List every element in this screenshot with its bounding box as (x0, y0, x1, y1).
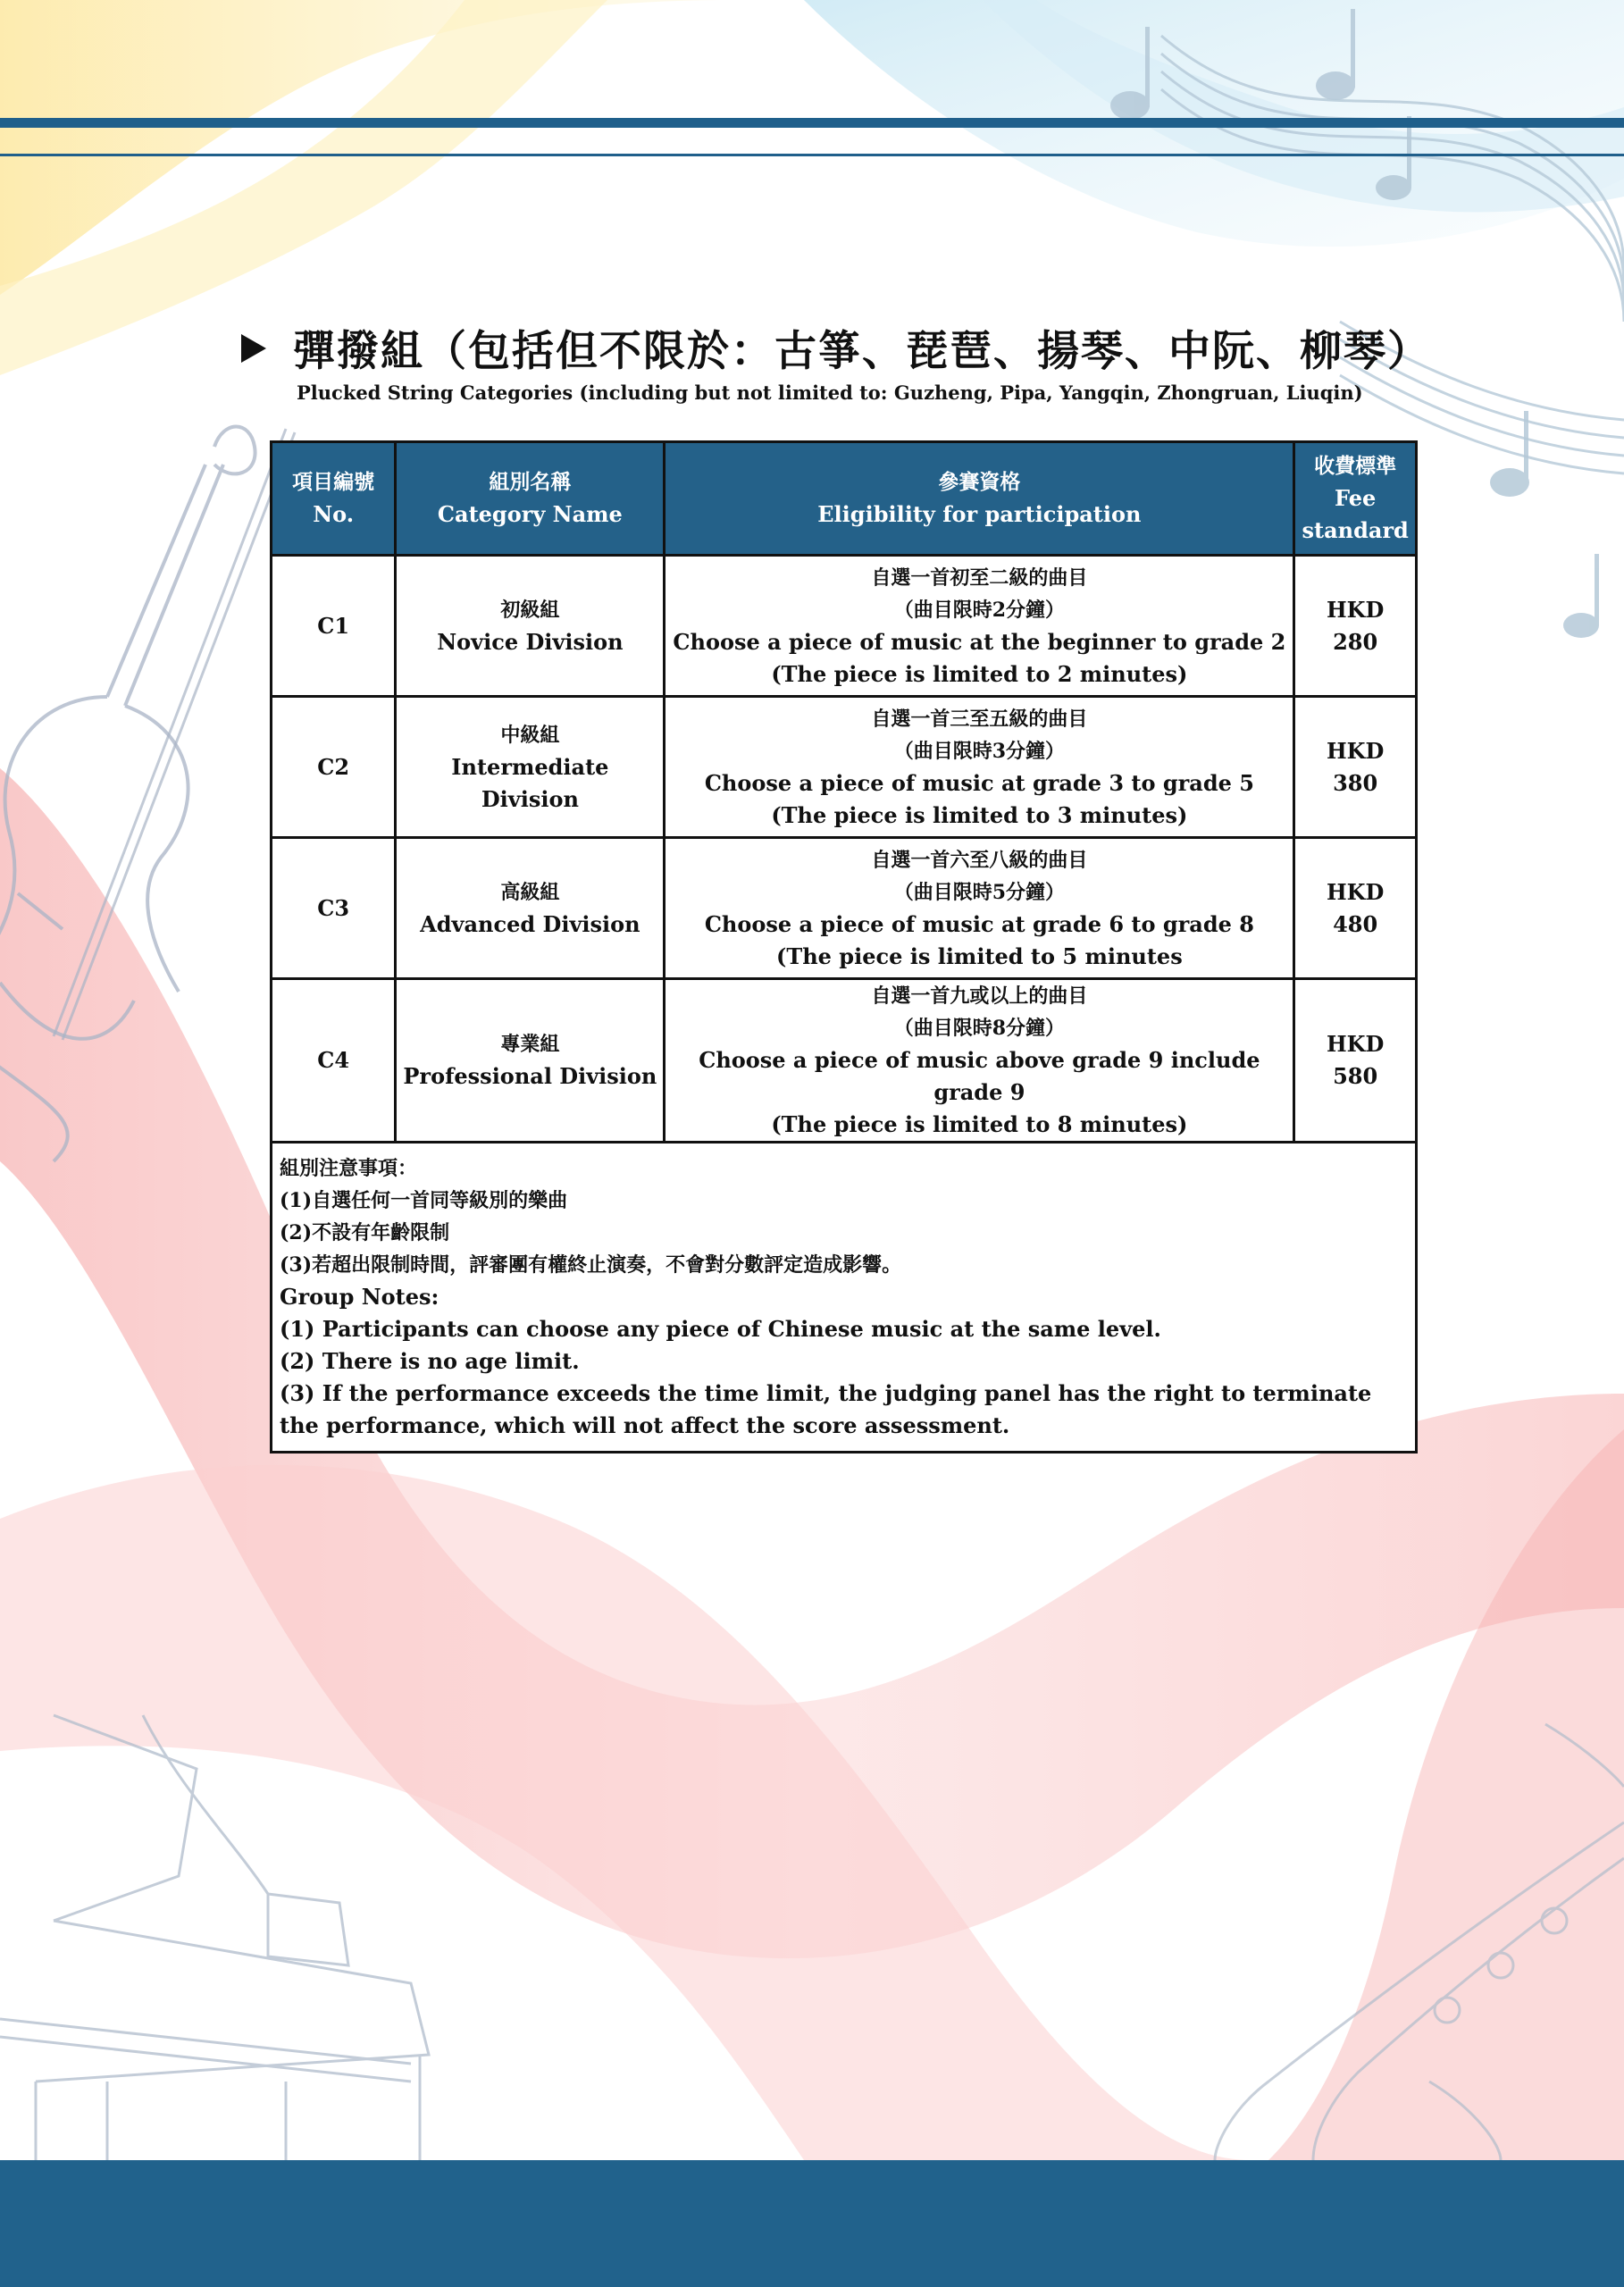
header-fee-en-1: Fee (1335, 485, 1377, 511)
header-eligibility (665, 442, 1294, 556)
heading-title-zh: 彈撥組（包括但不限於：古箏、琵琶、揚琴、中阮、柳琴） (293, 327, 1431, 376)
cell-elig-zh-1: 自選一首初至二級的曲目 (871, 565, 1088, 590)
cell-elig-zh-2: （曲目限時8分鐘） (893, 1017, 1066, 1040)
cell-category-name (396, 556, 665, 697)
heading-row (241, 318, 1431, 378)
notes-zh-2: (2)不設有年齡限制 (280, 1221, 450, 1244)
cell-name-zh: 初級組 (500, 598, 560, 622)
cell-elig-zh-2: （曲目限時2分鐘） (893, 598, 1066, 622)
cell-elig-en-1: Choose a piece of music at grade 6 to grade 8 (704, 910, 1254, 937)
group-notes (272, 1143, 1417, 1453)
notes-en-3: (3) If the performance exceeds the time limit, the judging panel has the right to terminate the performance, which will not affect the score assessment. (280, 1380, 1372, 1438)
cell-name-en: Professional Division (403, 1063, 657, 1089)
header-name-en: Category Name (437, 501, 623, 527)
cell-elig-en-2: (The piece is limited to 3 minutes) (771, 801, 1188, 828)
cell-elig-en-1: Choose a piece of music above grade 9 include grade 9 (699, 1047, 1260, 1105)
header-no (272, 442, 396, 556)
cell-category-name (396, 697, 665, 838)
cell-no: C1 (272, 556, 396, 697)
header-category-name (396, 442, 665, 556)
notes-row (272, 1143, 1417, 1453)
table-row (272, 697, 1417, 838)
footer-band (0, 2160, 1624, 2287)
header-fee-en-2: standard (1302, 517, 1409, 543)
cell-fee: HKD 380 (1294, 697, 1417, 838)
cell-elig-zh-1: 自選一首三至五級的曲目 (871, 707, 1088, 731)
header-elig-zh: 參賽資格 (938, 470, 1021, 494)
cell-no: C2 (272, 697, 396, 838)
cell-elig-en-1: Choose a piece of music at grade 3 to grade 5 (704, 769, 1254, 796)
cell-fee: HKD 280 (1294, 556, 1417, 697)
cell-elig-zh-2: （曲目限時3分鐘） (893, 739, 1066, 763)
cell-name-en: Novice Division (437, 628, 624, 655)
cell-name-zh: 高級組 (500, 880, 560, 904)
cell-name-en: Advanced Division (420, 910, 640, 937)
cell-eligibility (665, 838, 1294, 979)
play-triangle-icon (241, 334, 266, 363)
heading-title-en: Plucked String Categories (including but not limited to: Guzheng, Pipa, Yangqin, Zhongruan, Liuqin) (297, 381, 1363, 404)
section-heading (241, 318, 1431, 404)
cell-category-name (396, 979, 665, 1143)
header-no-zh: 項目編號 (292, 470, 375, 494)
header-name-zh: 組別名稱 (489, 470, 572, 494)
piano-sketch (0, 1715, 429, 2160)
fee-table-container (270, 440, 1418, 1453)
cell-elig-en-1: Choose a piece of music at the beginner to grade 2 (673, 628, 1286, 655)
cell-no: C3 (272, 838, 396, 979)
table-header-row (272, 442, 1417, 556)
notes-zh-3: (3)若超出限制時間，評審團有權終止演奏，不會對分數評定造成影響。 (280, 1253, 902, 1277)
notes-zh-title: 組別注意事項： (280, 1157, 418, 1180)
header-no-en: No. (313, 501, 355, 527)
notes-en-1: (1) Participants can choose any piece of Chinese music at the same level. (280, 1316, 1161, 1342)
header-fee-zh: 收費標準 (1314, 454, 1397, 478)
table-row (272, 979, 1417, 1143)
notes-en-2: (2) There is no age limit. (280, 1348, 580, 1374)
cell-eligibility (665, 697, 1294, 838)
table-row (272, 838, 1417, 979)
cell-eligibility (665, 979, 1294, 1143)
cell-elig-zh-2: （曲目限時5分鐘） (893, 880, 1066, 904)
cell-elig-en-2: (The piece is limited to 2 minutes) (771, 660, 1188, 687)
cell-eligibility (665, 556, 1294, 697)
notes-en-title: Group Notes: (280, 1284, 439, 1310)
cell-name-zh: 專業組 (500, 1033, 560, 1056)
notes-zh-1: (1)自選任何一首同等級別的樂曲 (280, 1189, 568, 1212)
cell-elig-zh-1: 自選一首九或以上的曲目 (871, 984, 1088, 1008)
header-elig-en: Eligibility for participation (817, 501, 1142, 527)
header-band-thick (0, 118, 1624, 128)
cell-elig-en-2: (The piece is limited to 5 minutes (776, 942, 1183, 969)
cell-name-zh: 中級組 (500, 723, 560, 747)
cell-category-name (396, 838, 665, 979)
cell-no: C4 (272, 979, 396, 1143)
header-fee (1294, 442, 1417, 556)
cell-elig-zh-1: 自選一首六至八級的曲目 (871, 848, 1088, 872)
header-band-thin (0, 154, 1624, 156)
table-row (272, 556, 1417, 697)
cell-elig-en-2: (The piece is limited to 8 minutes) (771, 1111, 1188, 1137)
cell-fee: HKD 480 (1294, 838, 1417, 979)
cell-fee: HKD 580 (1294, 979, 1417, 1143)
cell-name-en: Intermediate Division (451, 753, 609, 812)
fee-table (270, 440, 1418, 1453)
